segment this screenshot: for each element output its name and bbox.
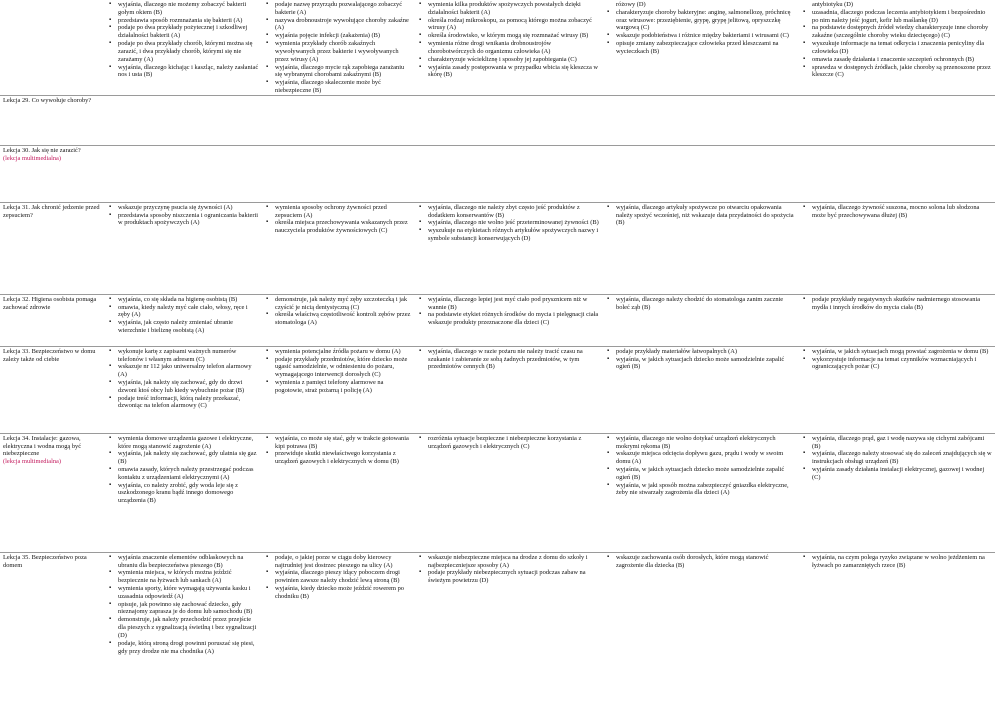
requirement-list	[108, 554, 259, 656]
requirement-item: ▪ wyjaśnia, dlaczego prąd, gaz i wodę nazywa się cichymi zabójcami (B)	[812, 435, 992, 451]
requirement-item: ▪ wskazuje przyczynę psucia się żywności (A)	[118, 204, 259, 212]
requirement-cell	[603, 433, 799, 552]
requirement-item: ▪ podaje przykłady materiałów łatwopalnych (A)	[616, 348, 796, 356]
requirement-item: ▪ wyjaśnia, dlaczego nie możemy zobaczyć bakterii gołym okiem (B)	[118, 1, 259, 17]
requirement-item: ▪ wymienia sposoby ochrony żywności przed zepsuciem (A)	[275, 204, 412, 220]
requirement-cell	[262, 202, 415, 294]
requirement-item: ▪ wyjaśnia, kiedy dziecko może jeździć rowerem po chodniku (B)	[275, 585, 412, 601]
requirement-item: ▪ sprawdza w dostępnych źródłach, jakie choroby są przenoszone przez kleszcze (C)	[812, 64, 992, 80]
requirement-item: ▪ wskazuje zachowania osób dorosłych, które mogą stanowić zagrożenie dla dziecka (B)	[616, 554, 796, 570]
requirement-cell	[799, 95, 995, 145]
requirement-list	[802, 1, 992, 79]
lesson-title: Lekcja 35. Bezpieczeństwo poza domem	[3, 553, 87, 569]
requirement-item: ▪ przedstawia sposoby niszczenia i ograniczania bakterii w produktach spożywczych (A)	[118, 212, 259, 228]
requirement-list	[418, 348, 600, 371]
requirement-item: ▪ wyjaśnia, w jakich sytuacjach mogą powstać zagrożenia w domu (B)	[812, 348, 992, 356]
requirement-item: ▪ wyjaśnia, na czym polega ryzyko związane w wolno jeżdżeniem na łyżwach po zamarzniętych rzece (B)	[812, 554, 992, 570]
requirement-list	[108, 435, 259, 505]
requirement-cell	[262, 552, 415, 722]
requirement-list	[606, 296, 796, 312]
requirement-item: ▪ nazywa drobnoustroje wywołujące choroby zakaźne (A)	[275, 17, 412, 33]
requirement-item: ▪ wyjaśnia, co należy zrobić, gdy woda leje się z uszkodzonego kranu bądź innego domowego urządzenia (B)	[118, 482, 259, 505]
requirement-item: ▪ wyjaśnia, w jaki sposób można zabezpieczyć gniazdka elektryczne, żeby nie stwarzały zagrożenia dla dzieci (A)	[616, 482, 796, 498]
requirement-list	[265, 348, 412, 395]
requirement-list	[606, 554, 796, 570]
requirement-item: ▪ wyszukuje informacje na temat odkrycia i znaczenia penicyliny dla człowieka (D)	[812, 40, 992, 56]
requirement-cell	[603, 294, 799, 346]
requirement-cell	[799, 145, 995, 202]
requirement-cell	[105, 552, 262, 722]
lesson-cell	[0, 95, 105, 145]
requirement-list	[418, 296, 600, 327]
lesson-cell	[0, 294, 105, 346]
requirement-item: ▪ podaje, o jakiej porze w ciągu doby kierowcy najtrudniej jest dostrzec pieszego na ulicy (A)	[275, 554, 412, 570]
requirement-cell	[105, 145, 262, 202]
requirement-item: ▪ podaje po dwa przykłady pożytecznej i szkodliwej działalności bakterii (A)	[118, 24, 259, 40]
lesson-title: Lekcja 33. Bezpieczeństwo w domu zależy także od ciebie	[3, 347, 96, 363]
requirement-cell	[799, 433, 995, 552]
table-row	[0, 346, 995, 433]
lesson-cell	[0, 433, 105, 552]
requirement-item: ▪ wyjaśnia, dlaczego lepiej jest myć ciało pod prysznicem niż w wannie (B)	[428, 296, 600, 312]
requirement-cell	[262, 145, 415, 202]
requirement-cell	[415, 294, 603, 346]
lesson-title: Lekcja 31. Jak chronić jedzenie przed zepsuciem?	[3, 203, 100, 219]
requirement-item: ▪ podaje przykłady negatywnych skutków nadmiernego stosowania mydła i innych środków do mycia ciała (B)	[812, 296, 992, 312]
requirement-list	[108, 204, 259, 227]
requirement-item: ▪ uzasadnia, dlaczego podczas leczenia antybiotykiem i bezpośrednio po nim należy jeść jogurt, kefir lub maślankę (D)	[812, 9, 992, 25]
table-row	[0, 552, 995, 722]
requirement-item: ▪ wyjaśnia, w jakich sytuacjach dziecko może samodzielnie zapalić ogień (B)	[616, 466, 796, 482]
requirement-list	[802, 348, 992, 371]
requirement-cell	[415, 202, 603, 294]
requirement-item: ▪ wyjaśnia, dlaczego żywność suszona, mocno solona lub słodzona może być przechowywana dłużej (B)	[812, 204, 992, 220]
requirement-list	[108, 348, 259, 411]
requirement-list	[265, 296, 412, 327]
requirement-list	[418, 204, 600, 243]
lesson-cell	[0, 0, 105, 95]
requirement-item: ▪ wyjaśnia, dlaczego kichając i kaszląc, należy zasłaniać nos i usta (B)	[118, 64, 259, 80]
requirement-item: ▪ na podstawie dostępnych źródeł wiedzy charakteryzuje inne choroby zakaźne (szczególnie choroby wieku dziecięcego) (C)	[812, 24, 992, 40]
requirement-item: ▪ wskazuje miejsca odcięcia dopływu gazu, prądu i wody w swoim domu (A)	[616, 450, 796, 466]
requirement-list	[802, 204, 992, 220]
requirement-item: ▪ podaje po dwa przykłady chorób, którymi można się zarazić, i dwa przykłady chorób, którymi się nie zarażamy (A)	[118, 40, 259, 63]
requirement-cell	[415, 552, 603, 722]
requirement-item: antybiotyku (D)	[812, 1, 853, 8]
requirement-list	[606, 1, 796, 56]
requirement-cell	[105, 202, 262, 294]
requirement-item: ▪ wykorzystuje informacje na temat czynników wzmacniających i ograniczających pożar (C)	[812, 356, 992, 372]
requirement-item: ▪ wskazuje niebezpieczne miejsca na drodze z domu do szkoły i najbezpieczniejsze sposoby (A)	[428, 554, 600, 570]
requirement-cell	[105, 433, 262, 552]
requirement-item: ▪ omawia zasadę działania i znaczenie szczepień ochronnych (B)	[812, 56, 992, 64]
requirement-item: ▪ podaje przykłady niebezpiecznych sytuacji podczas zabaw na świeżym powietrzu (D)	[428, 569, 600, 585]
requirement-cell	[799, 202, 995, 294]
requirement-item: ▪ wyszukuje na etykietach różnych artykułów spożywczych nazwy i symbole substancji konserwujących (D)	[428, 227, 600, 243]
requirement-item: różowy (D)	[616, 1, 646, 8]
requirement-item: ▪ wskazuje nr 112 jako uniwersalny telefon alarmowy (A)	[118, 363, 259, 379]
requirement-item: ▪ omawia, kiedy należy myć całe ciało, włosy, ręce i zęby (A)	[118, 304, 259, 320]
requirement-cell	[603, 0, 799, 95]
requirement-item: ▪ demonstruje, jak należy myć zęby szczoteczką i jak czyścić je nicią dentystyczną (C)	[275, 296, 412, 312]
table-row	[0, 145, 995, 202]
requirement-item: ▪ wyjaśnia, dlaczego nie wolno jeść przeterminowanej żywności (B)	[428, 219, 600, 227]
requirement-cell	[262, 346, 415, 433]
requirement-item: ▪ podaje, którą stroną drogi powinni poruszać się piesi, gdy przy drodze nie ma chodnika (A)	[118, 640, 259, 656]
requirement-item: ▪ wymienia miejsca, w których można jeździć bezpiecznie na łyżwach lub sankach (A)	[118, 569, 259, 585]
requirement-item: ▪ wyjaśnia, dlaczego mycie rąk zapobiega zarażaniu się wybranymi chorobami zakaźnymi (B)	[275, 64, 412, 80]
requirement-cell	[799, 0, 995, 95]
requirement-cell	[415, 95, 603, 145]
requirement-item: ▪ określa rodzaj mikroskopu, za pomocą którego można zobaczyć wirusy (A)	[428, 17, 600, 33]
requirement-cell	[415, 0, 603, 95]
requirement-item: ▪ omawia zasady, których należy przestrzegać podczas kontaktu z urządzeniami elektrycznymi (A)	[118, 466, 259, 482]
lesson-cell	[0, 145, 105, 202]
lesson-cell	[0, 202, 105, 294]
requirement-cell	[105, 294, 262, 346]
requirement-list	[265, 1, 412, 95]
requirement-cell	[799, 552, 995, 722]
requirement-item: ▪ rozróżnia sytuacje bezpieczne i niebezpieczne korzystania z urządzeń gazowych i elektrycznych (C)	[428, 435, 600, 451]
requirement-item: ▪ wyjaśnia, jak należy się zachować, gdy ulatnia się gaz (B)	[118, 450, 259, 466]
requirement-item: ▪ podaje przykłady przedmiotów, które dziecko może ugasić samodzielnie, w odniesieniu do pożaru, wymagającego interwencji dorosłych (C)	[275, 356, 412, 379]
lesson-cell	[0, 346, 105, 433]
requirement-list	[418, 1, 600, 79]
requirement-item: ▪ wymienia z pamięci telefony alarmowe na pogotowie, straż pożarną i policję (A)	[275, 379, 412, 395]
requirement-cell	[415, 346, 603, 433]
requirement-list	[606, 435, 796, 498]
requirement-list	[265, 435, 412, 466]
requirement-cell	[799, 294, 995, 346]
requirement-item: ▪ określa środowisko, w którym mogą się rozmnażać wirusy (B)	[428, 32, 600, 40]
table-row	[0, 202, 995, 294]
requirement-list	[606, 204, 796, 227]
requirement-item: ▪ wyjaśnia, dlaczego należy stosować się do zaleceń znajdujących się w instrukcjach obsługi urządzeń (B)	[812, 450, 992, 466]
table-row	[0, 433, 995, 552]
requirement-item: ▪ określa miejsca przechowywania wskazanych przez nauczyciela produktów żywnościowych (C)	[275, 219, 412, 235]
requirement-cell	[262, 0, 415, 95]
requirement-cell	[105, 95, 262, 145]
requirement-list	[108, 1, 259, 79]
requirement-item: ▪ wyjaśnia, dlaczego artykuły spożywcze po otwarciu opakowania należy spożyć wcześniej, niż wskazuje data przydatności do spożycia (B)	[616, 204, 796, 227]
requirement-item: ▪ wymienia różne drogi wnikania drobnoustrojów chorobotwórczych do organizmu człowieka (A)	[428, 40, 600, 56]
requirement-item: ▪ wymienia sporty, które wymagają używania kasku i uzasadnia odpowiedź (A)	[118, 585, 259, 601]
requirement-item: ▪ wyjaśnia, dlaczego pieszy idący poboczem drogi powinien zawsze należy chodzić lewą stroną (B)	[275, 569, 412, 585]
requirement-item: ▪ określa właściwą częstotliwość kontroli zębów przez stomatologa (A)	[275, 311, 412, 327]
lesson-cell	[0, 552, 105, 722]
requirement-item: ▪ wyjaśnia, dlaczego skaleczenie może być niebezpieczne (B)	[275, 79, 412, 95]
requirement-cell	[105, 0, 262, 95]
requirement-item: ▪ opisuje zmiany zabezpieczające człowieka przed kleszczami na wycieczkach (B)	[616, 40, 796, 56]
requirement-item: ▪ wyjaśnia, dlaczego w razie pożaru nie należy tracić czasu na szukanie i zabieranie ze sobą żadnych przedmiotów, w tym przedmiotów cennych (B)	[428, 348, 600, 371]
requirement-cell	[603, 202, 799, 294]
requirement-list	[802, 554, 992, 570]
multimedia-label: (lekcja multimedialna)	[3, 154, 62, 162]
requirement-item: ▪ wymienia potencjalne źródła pożaru w domu (A)	[275, 348, 412, 356]
lesson-title: Lekcja 34. Instalacje: gazowa, elektryczna i wodna mogą być niebezpieczne	[3, 434, 82, 458]
requirement-item: ▪ wyjaśnia, jak często należy zmieniać ubranie wierzchnie i bieliznę osobistą (A)	[118, 319, 259, 335]
requirement-item: ▪ wyjaśnia, jak należy się zachować, gdy do drzwi dzwoni ktoś obcy lub kiedy wybuchnie pożar (B)	[118, 379, 259, 395]
requirement-cell	[603, 552, 799, 722]
requirement-item: ▪ opisuje, jak powinno się zachować dziecko, gdy nieznajomy zaprasza je do domu lub samochodu (B)	[118, 601, 259, 617]
requirement-item: ▪ podaje treść informacji, którą należy przekazać, dzwoniąc na telefon alarmowy (C)	[118, 395, 259, 411]
requirement-cell	[603, 346, 799, 433]
requirement-item: ▪ wymienia przykłady chorób zakaźnych wywoływanych przez bakterie i wywoływanych przez wirusy (A)	[275, 40, 412, 63]
table-row	[0, 95, 995, 145]
lesson-title: Lekcja 32. Higiena osobista pomaga zachować zdrowie	[3, 295, 97, 311]
requirement-cell	[603, 95, 799, 145]
requirement-item: ▪ wskazuje podobieństwa i różnice między bakteriami i wirusami (C)	[616, 32, 796, 40]
requirement-cell	[105, 346, 262, 433]
requirement-item: ▪ wyjaśnia pojęcie infekcji (zakażenia) (B)	[275, 32, 412, 40]
requirement-list	[606, 348, 796, 371]
requirement-cell	[415, 433, 603, 552]
requirement-item: ▪ wyjaśnia, co się składa na higienę osobistą (B)	[118, 296, 259, 304]
requirement-list	[802, 435, 992, 482]
requirement-item: ▪ wymienia domowe urządzenia gazowe i elektryczne, które mogą stanowić zagrożenie (A)	[118, 435, 259, 451]
requirement-list	[108, 296, 259, 335]
requirement-cell	[799, 346, 995, 433]
requirement-item: ▪ wyjaśnia zasady działania instalacji elektrycznej, gazowej i wodnej (C)	[812, 466, 992, 482]
requirement-item: ▪ charakteryzuje choroby bakteryjne: anginę, salmonellozę, próchnicę oraz wirusowe: przeziębienie, grypę, grypę jelitową, opryszczkę wargową (C)	[616, 9, 796, 32]
requirement-list	[265, 204, 412, 235]
lesson-title: Lekcja 29. Co wywołuje choroby?	[3, 96, 92, 104]
requirement-list	[418, 554, 600, 585]
requirement-item: ▪ charakteryzuje wściekliznę i sposoby jej zapobiegania (C)	[428, 56, 600, 64]
requirement-item: ▪ wyjaśnia, co może się stać, gdy w trakcie gotowania kipi potrawa (B)	[275, 435, 412, 451]
requirement-item: ▪ przewiduje skutki niewłaściwego korzystania z urządzeń gazowych i elektrycznych w domu (B)	[275, 450, 412, 466]
requirement-item: ▪ wyjaśnia zasady postępowania w przypadku wbicia się kleszcza w skórę (B)	[428, 64, 600, 80]
requirement-list	[418, 435, 600, 451]
requirement-item: ▪ wyjaśnia, dlaczego nie należy zbyt często jeść produktów z dodatkiem konserwantów (B)	[428, 204, 600, 220]
requirement-list	[802, 296, 992, 312]
requirement-item: ▪ przedstawia sposób rozmnażania się bakterii (A)	[118, 17, 259, 25]
requirement-cell	[262, 294, 415, 346]
requirement-cell	[262, 433, 415, 552]
requirement-item: ▪ wymienia kilka produktów spożywczych powstałych dzięki działalności bakterii (A)	[428, 1, 600, 17]
requirement-item: ▪ demonstruje, jak należy przechodzić przez przejście dla pieszych z sygnalizacją świetlną i bez sygnalizacji (D)	[118, 616, 259, 639]
table-row	[0, 294, 995, 346]
multimedia-label: (lekcja multimedialna)	[3, 458, 62, 466]
requirement-item: ▪ wyjaśnia, dlaczego nie wolno dotykać urządzeń elektrycznych mokrymi rękoma (B)	[616, 435, 796, 451]
lesson-title: Lekcja 30. Jak się nie zarazić?	[3, 146, 81, 154]
requirement-item: ▪ na podstawie etykiet różnych środków do mycia i pielęgnacji ciała wskazuje produkty przeznaczone dla dzieci (C)	[428, 311, 600, 327]
requirement-list	[265, 554, 412, 601]
requirement-item: ▪ wykonuje kartę z zapisami ważnych numerów telefonów i własnym adresem (C)	[118, 348, 259, 364]
requirement-item: ▪ wyjaśnia, dlaczego należy chodzić do stomatologa zanim zacznie boleć ząb (B)	[616, 296, 796, 312]
requirement-item: ▪ wyjaśnia, w jakich sytuacjach dziecko może samodzielnie zapalić ogień (B)	[616, 356, 796, 372]
requirement-cell	[415, 145, 603, 202]
table-row	[0, 0, 995, 95]
requirement-item: ▪ podaje nazwę przyrządu pozwalającego zobaczyć bakterie (A)	[275, 1, 412, 17]
requirement-item: ▪ wyjaśnia znaczenie elementów odblaskowych na ubraniu dla bezpieczeństwa pieszego (B)	[118, 554, 259, 570]
requirement-cell	[262, 95, 415, 145]
requirement-cell	[603, 145, 799, 202]
